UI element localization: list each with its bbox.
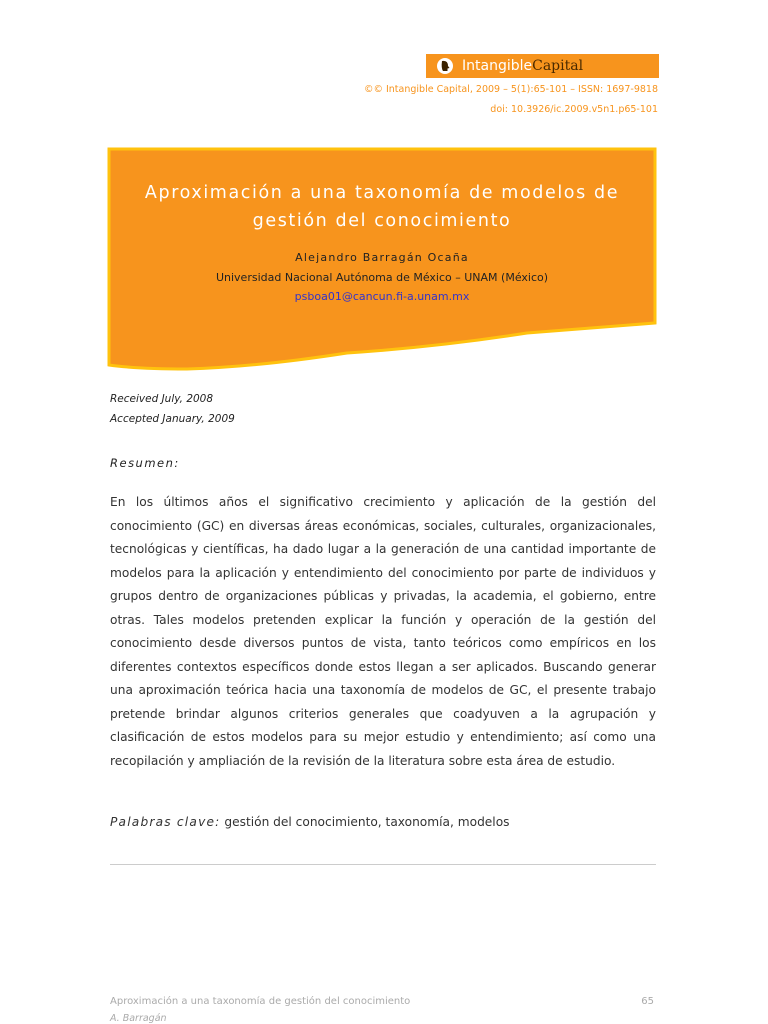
accepted-date: Accepted January, 2009 — [110, 413, 235, 425]
title-banner — [107, 147, 657, 377]
logo-word-capital: Capital — [532, 58, 584, 74]
keywords-label: Palabras clave: — [110, 815, 221, 829]
author-affiliation: Universidad Nacional Autónoma de México – UNAM (México) — [215, 271, 549, 284]
journal-logo — [426, 54, 659, 78]
logo-word-intangible: Intangible — [462, 58, 533, 74]
journal-citation: ©© Intangible Capital, 2009 – 5(1):65-101 – ISSN: 1697-9818 — [363, 84, 658, 95]
paper-title: Aproximación a una taxonomía de modelos de gestión del conocimiento — [144, 183, 620, 231]
footer-running-title: Aproximación a una taxonomía de gestión del conocimiento — [110, 996, 411, 1007]
received-date: Received July, 2008 — [110, 393, 214, 405]
keywords — [110, 815, 510, 829]
author-email-link[interactable]: psboa01@cancun.fi-a.unam.mx — [294, 290, 470, 303]
abstract-body: En los últimos años el significativo crecimiento y aplicación de la gestión del conocimiento (GC) en diversas áreas económicas, sociales, culturales, organizacionales, tecnológicas y científicas, ha dado lugar a la generación de una cantidad importante de modelos para la aplicación y entendimiento del conocimiento por parte de individuos y grupos dentro de organizaciones públicas y privadas, la academia, el gobierno, entre otras. Tales modelos pretenden explicar la función y operación de la gestión del conocimiento desde diversos puntos de vista, tanto teóricos como empíricos en los diferentes contextos específicos donde estos llegan a ser aplicados. Buscando generar una aproximación teórica hacia una taxonomía de modelos de GC, el presente trabajo pretende brindar algunos criterios generales que coadyuven a la agrupación y clasificación de estos modelos para su mejor estudio y entendimiento; así como una recopilación y ampliación de la revisión de la literatura sobre esta área de estudio. — [110, 495, 656, 768]
author-name: Alejandro Barragán Ocaña — [295, 251, 469, 264]
logo-head-icon — [436, 57, 454, 75]
page-number: 65 — [641, 996, 654, 1007]
keywords-value: gestión del conocimiento, taxonomía, modelos — [224, 815, 510, 829]
journal-doi: doi: 10.3926/ic.2009.v5n1.p65-101 — [490, 104, 658, 115]
divider — [110, 864, 656, 865]
abstract-heading: Resumen: — [110, 456, 180, 470]
footer-author: A. Barragán — [110, 1013, 167, 1024]
